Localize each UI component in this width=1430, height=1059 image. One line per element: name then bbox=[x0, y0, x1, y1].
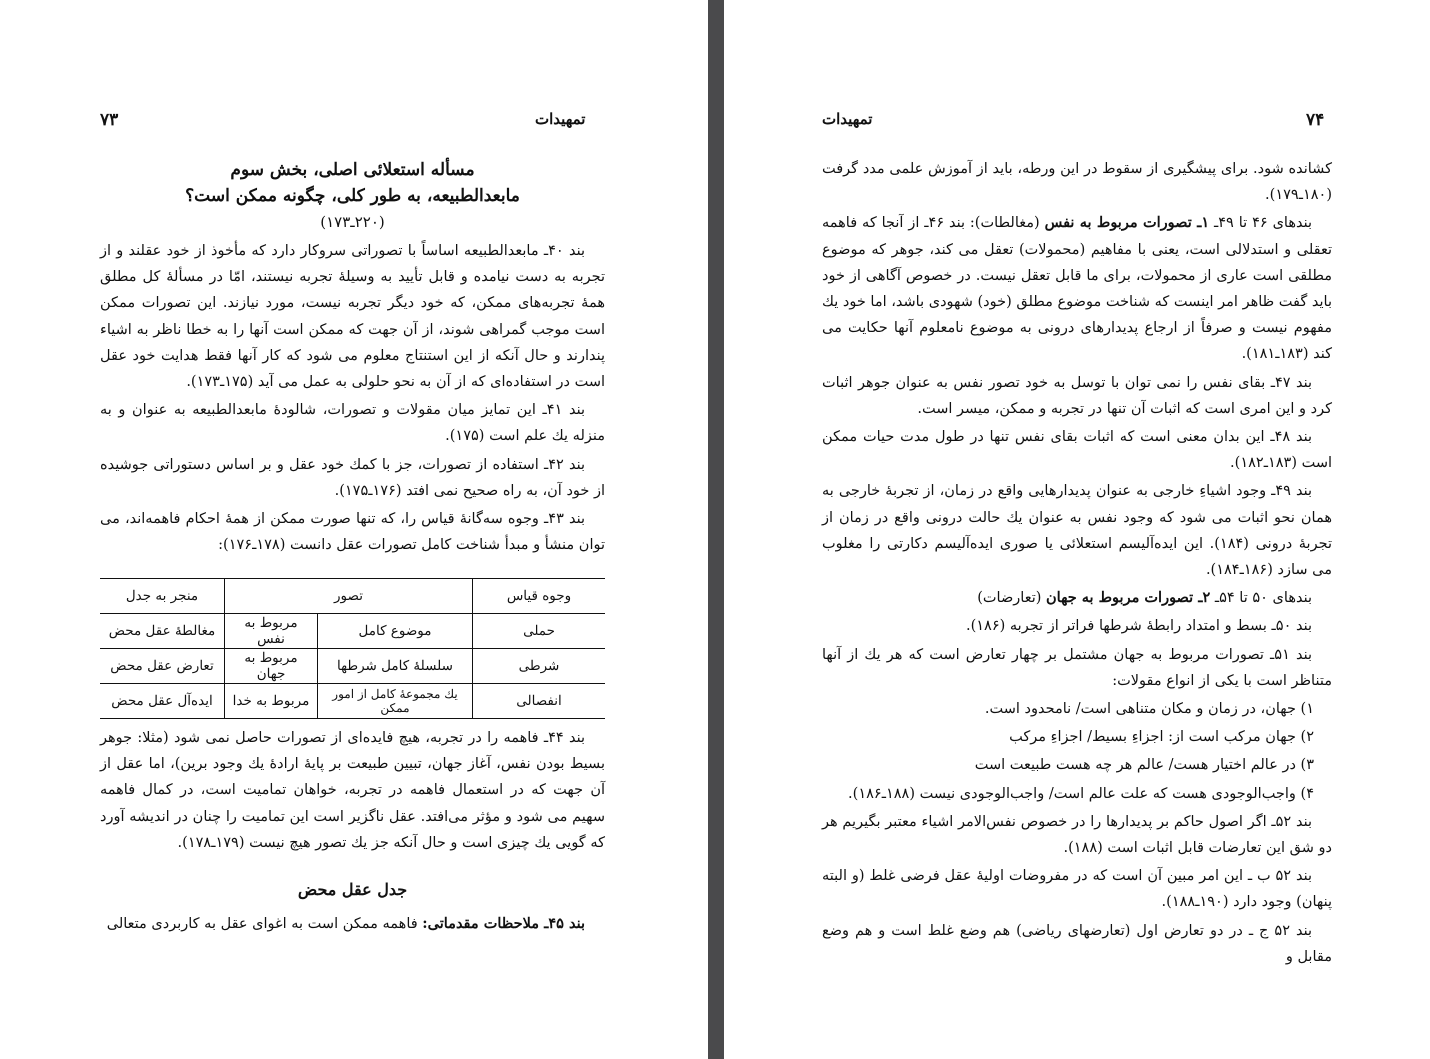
paragraph-50-rest: (تعارضات) bbox=[977, 590, 1047, 607]
title-line-1: مسأله استعلائی اصلی، بخش سوم bbox=[230, 160, 475, 180]
paragraph-43: بند ۴۳ـ وجوه سه‌گانهٔ قیاس را، که تنها صورت ممکن از همهٔ احکام فاهمه‌اند، می توان منشأ و مبدأ شناخت کامل تصورات عقل دانست (۱۷۸ـ۱۷۶): bbox=[100, 511, 605, 554]
paragraph-49: بند ۴۹ـ وجود اشیاءِ خارجی به عنوان پدیدارهایی واقع در زمان، از تجربهٔ خارجی به همان نحو اثبات می شود که وجود نفس به عنوان یك حالت درونی واقع در زمان از تجربهٔ درونی (۱۸۴). این ایده‌آلیسم استعلائی یا صوری ایده‌آلیسم دکارتی را مغلوب می سازد (۱۸۶ـ۱۸۴). bbox=[822, 483, 1332, 579]
right-page bbox=[724, 0, 1430, 1059]
paragraph-50-prefix: بندهای ۵۰ تا ۵۴ـ bbox=[1210, 590, 1312, 607]
page-number: ۷۳ bbox=[100, 110, 119, 130]
paragraph-52c: بند ۵۲ ج ـ در دو تعارض اول (تعارضهای ریاضی) هم وضع غلط است و هم وضع مقابل و bbox=[822, 922, 1332, 965]
table-row bbox=[100, 614, 605, 649]
table-cell: مربوط به جهان bbox=[225, 649, 318, 684]
running-header: تمهیدات bbox=[535, 110, 586, 128]
paragraph-continued: کشانده شود. برای پیشگیری از سقوط در این ورطه، باید از آموزش علمی مدد گرفت (۱۸۰ـ۱۷۹). bbox=[822, 161, 1332, 204]
table-cell: مربوط به خدا bbox=[225, 684, 318, 719]
table-header-cell: وجوه قیاس bbox=[473, 579, 606, 614]
table-cell: شرطی bbox=[473, 649, 606, 684]
table-cell: مغالطهٔ عقل محض bbox=[100, 614, 225, 649]
table-cell: یك مجموعهٔ کامل از امور ممکن bbox=[318, 684, 473, 719]
paragraph-42: بند ۴۲ـ استفاده از تصورات، جز با کمك خود عقل و بر اساس دستوراتی جوشیده از خود آن، به راه صحیح نمی افتد (۱۷۶ـ۱۷۵). bbox=[100, 456, 605, 499]
paragraph-47: بند ۴۷ـ بقای نفس را نمی توان با توسل به خود تصور نفس به عنوان جوهر اثبات کرد و این امری است که اثبات آن تنها در تجربه و ممکن، میسر است. bbox=[822, 374, 1332, 417]
paragraph-45 bbox=[100, 911, 605, 937]
table-cell: ایده‌آل عقل محض bbox=[100, 684, 225, 719]
paragraph-45-label: بند ۴۵ـ ملاحظات مقدماتی: bbox=[422, 915, 585, 932]
table-header-cell: منجر به جدل bbox=[100, 579, 225, 614]
title-line-2: مابعدالطبیعه، به طور کلی، چگونه ممکن است؟ bbox=[185, 186, 520, 206]
table-cell: تعارض عقل محض bbox=[100, 649, 225, 684]
left-body-lower bbox=[100, 725, 605, 858]
paragraph-52: بند ۵۲ـ اگر اصول حاکم بر پدیدارها را در خصوص نفس‌الامر اشیاء معتبر بگیریم هر دو شق این تعارضات قابل اثبات است (۱۸۸). bbox=[822, 813, 1332, 857]
paragraph-50-bold: ۲ـ تصورات مربوط به جهان bbox=[1046, 589, 1211, 607]
table-cell: موضوع کامل bbox=[318, 614, 473, 649]
paragraph-46 bbox=[822, 210, 1332, 367]
table-header-row bbox=[100, 579, 605, 614]
running-header: تمهیدات bbox=[822, 110, 873, 128]
section-title bbox=[100, 157, 605, 235]
list-item: ۲) جهان مرکب است از: اجزاءِ بسیط/ اجزاءِ مرکب bbox=[1009, 729, 1314, 746]
list-item: ۱) جهان، در زمان و مکان متناهی است/ نامحدود است. bbox=[984, 701, 1314, 718]
paragraph-46-prefix: بندهای ۴۶ تا ۴۹ـ bbox=[1209, 215, 1313, 232]
section-heading: جدل عقل محض bbox=[297, 880, 408, 899]
table-header-cell: تصور bbox=[225, 579, 473, 614]
paragraph-40: بند ۴۰ـ مابعدالطبیعه اساساً با تصوراتی سروکار دارد که مأخوذ از خود عقلند و از تجربه به دست نیامده و قابل تأیید به وسیلهٔ تجربه نیستند، امّا در مسألهٔ کل مطلق همهٔ تجربه‌های ممکن، که خود دیگر تجربه نیست، مورد نیازند. این تصورات ممکن است موجب گمراهی شوند، از آن جهت که ممکن است آنها را به خطا ناظر به اشیاء پندارند و حال آنکه از این استنتاج معلوم می شود که کار آنها فقط هدایت خود عقل است در استفاده‌ای که از آن به نحو حلولی به عمل می آید (۱۷۵ـ۱۷۳). bbox=[100, 243, 605, 391]
title-range: (۲۲۰ـ۱۷۳) bbox=[320, 213, 385, 231]
page-number: ۷۴ bbox=[1306, 110, 1325, 130]
table-cell: سلسلهٔ کامل شرطها bbox=[318, 649, 473, 684]
syllogism-table bbox=[100, 578, 605, 719]
paragraph-51: بند ۵۱ـ تصورات مربوط به جهان مشتمل بر چهار تعارض است که هر یك از آنها متناظر است با یکی از انواع مقولات: bbox=[822, 646, 1332, 689]
left-body-upper bbox=[100, 238, 605, 560]
paragraph-52b: بند ۵۲ ب ـ این امر مبین آن است که در مفروضات اولیهٔ عقل فرضی غلط (و البته پنهان) وجود دارد (۱۹۰ـ۱۸۸). bbox=[822, 868, 1332, 911]
paragraph-44: بند ۴۴ـ فاهمه را در تجربه، هیچ فایده‌ای از تصورات حاصل نمی شود (مثلا: جوهر بسیط بودن نفس، آغاز جهان، تبیین طبیعت بر پایهٔ ارادهٔ یك وجود برین)، اما عقل از آن جهت که در استعمال فاهمه در تجربه، خواهان تمامیت است، در کمال فاهمه سهیم می شود و مؤثر می‌افتد. عقل ناگزیر است این تمامیت را چنان در اندیشه آورد که گویی یك چیزی است و حال آنکه جز یك تصور هیچ نیست (۱۷۹ـ۱۷۸). bbox=[100, 730, 605, 851]
paragraph-45-text: فاهمه ممکن است به اغوای عقل به کاربردی متعالی bbox=[106, 916, 423, 932]
list-item: ۳) در عالم اختیار هست/ عالم هر چه هست طبیعت است bbox=[974, 757, 1314, 774]
paragraph-46-text: (مغالطات): بند ۴۶ـ از آنجا که فاهمه تعقلی و استدلالی است، یعنی با مفاهیم (محمولات) تعقل می کند، جوهر که موضوع مطلقی است عاری از محمولات، برای ما قابل تعقل نیست. در خصوص آگاهی از خود باید گفت ظاهر امر اینست که شناخت موضوع مطلق (خود) شهودی باشد، اما خود یك مفهوم نیست و صرفاً از ارجاع پدیدارهای درونی به موضوع نامعلوم آنها حکایت می کند (۱۸۳ـ۱۸۱). bbox=[822, 215, 1332, 363]
paragraph-41: بند ۴۱ـ این تمایز میان مقولات و تصورات، شالودهٔ مابعدالطبیعه به عنوان و به منزله یك علم است (۱۷۵). bbox=[100, 402, 605, 445]
table-row bbox=[100, 649, 605, 684]
left-body-last bbox=[100, 911, 605, 939]
paragraph-48: بند ۴۸ـ این بدان معنی است که اثبات بقای نفس تنها در طول مدت حیات ممکن است (۱۸۳ـ۱۸۲). bbox=[822, 429, 1332, 472]
right-body bbox=[822, 156, 1332, 972]
page-gutter bbox=[708, 0, 724, 1059]
paragraph-46-heading: ۱ـ تصورات مربوط به نفس bbox=[1044, 214, 1210, 232]
table-row bbox=[100, 684, 605, 719]
paragraph-50-heading bbox=[822, 585, 1332, 611]
paragraph-50: بند ۵۰ـ بسط و امتداد رابطهٔ شرطها فراتر از تجربه (۱۸۶). bbox=[965, 618, 1312, 635]
table-cell: مربوط به نفس bbox=[225, 614, 318, 649]
left-page bbox=[0, 0, 708, 1059]
table-cell: انفصالی bbox=[473, 684, 606, 719]
list-item: ۴) واجب‌الوجودی هست که علت عالم است/ واجب‌الوجودی نیست (۱۸۸ـ۱۸۶). bbox=[848, 785, 1314, 802]
table-cell: حملی bbox=[473, 614, 606, 649]
